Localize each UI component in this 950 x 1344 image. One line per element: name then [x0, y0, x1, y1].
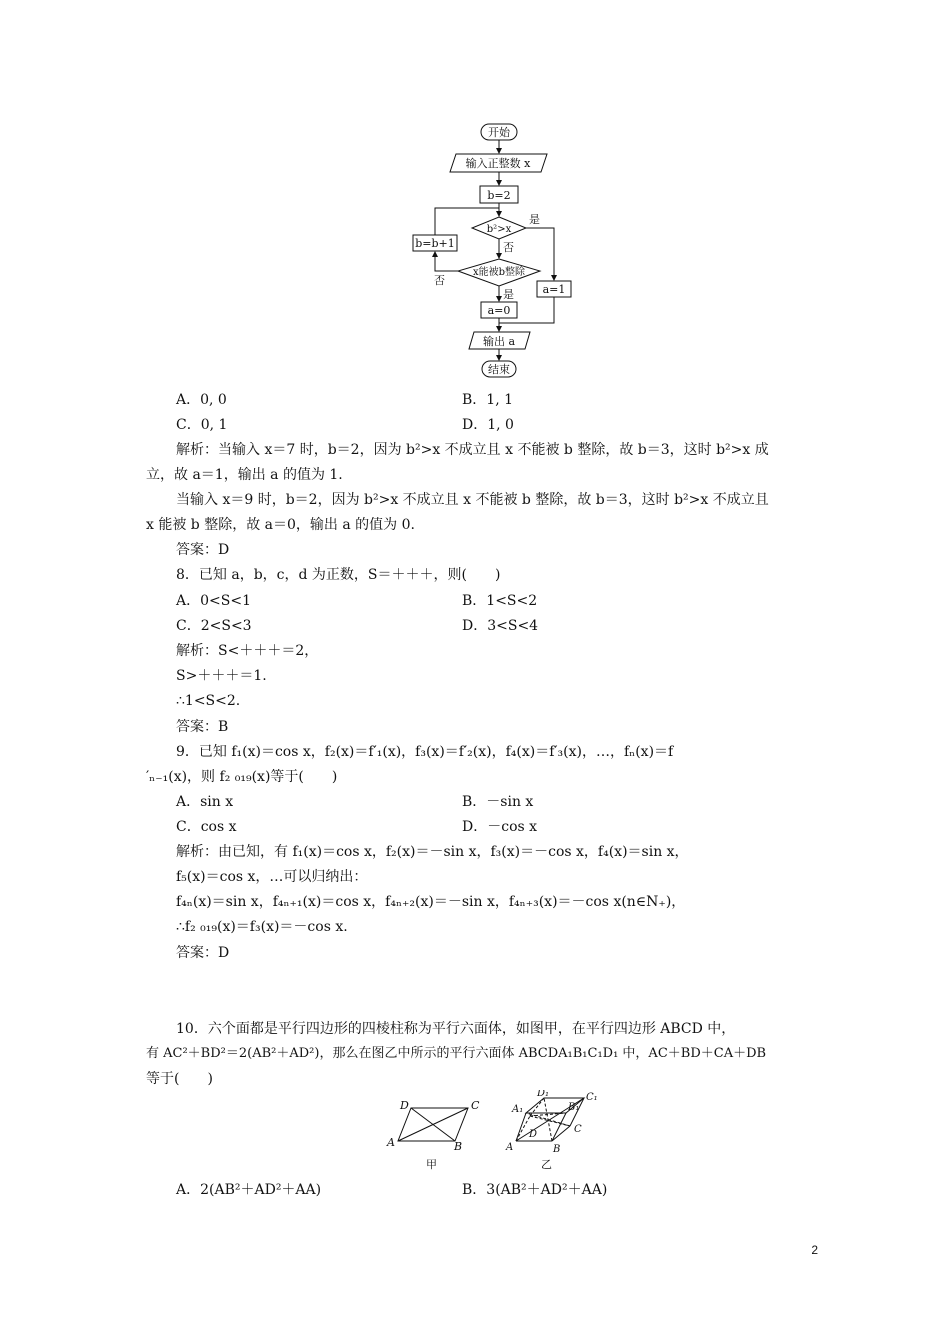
q9-option-c: C．cos x	[176, 819, 237, 835]
q9-answer: 答案：D	[176, 945, 230, 961]
q10-stem: 等于( )	[146, 1071, 213, 1087]
flow-no-1: 否	[503, 241, 514, 254]
q7-option-c: C．0, 1	[176, 417, 228, 433]
flow-start: 开始	[488, 126, 510, 139]
jia-label-b: B	[454, 1140, 463, 1153]
yi-label-d1: D₁	[537, 1090, 550, 1099]
yi-label-a: A	[506, 1142, 514, 1153]
q10-option-a: A．2(AB²＋AD²＋AA)	[176, 1182, 322, 1198]
figure-yi	[500, 1090, 610, 1180]
q9-stem: ′ₙ₋₁(x)，则 f₂ ₀₁₉(x)等于( )	[146, 769, 338, 785]
flow-cond2: x能被b整除	[472, 267, 526, 278]
flow-set-a0: a=0	[487, 304, 511, 317]
q7-analysis-line: 解析：当输入 x＝7 时，b＝2，因为 b²>x 不成立且 x 不能被 b 整除，故 b＝3，这时 b²>x 成	[176, 442, 769, 458]
q8-analysis-line: ∴1<S<2.	[176, 693, 241, 709]
flow-set-a1: a=1	[542, 283, 566, 296]
flow-input: 输入正整数 x	[465, 157, 531, 170]
q9-option-b: B．－sin x	[462, 794, 534, 810]
q7-answer: 答案：D	[176, 542, 230, 558]
q7-analysis-line: 当输入 x＝9 时，b＝2，因为 b²>x 不成立且 x 不能被 b 整除，故 b＝3，这时 b²>x 不成立且	[176, 492, 769, 508]
q8-analysis-line: S>＋＋＋＝1.	[176, 668, 267, 684]
q10-option-b: B．3(AB²＋AD²＋AA)	[462, 1182, 608, 1198]
jia-caption: 甲	[426, 1158, 437, 1171]
jia-label-a: A	[387, 1136, 395, 1149]
q8-analysis-line: 解析：S<＋＋＋＝2，	[176, 643, 319, 659]
q8-option-d: D．3<S<4	[462, 618, 539, 634]
yi-label-b1: B₁	[568, 1102, 580, 1113]
flow-end: 结束	[488, 363, 510, 376]
yi-label-a1: A₁	[512, 1104, 524, 1115]
yi-label-c: C	[574, 1124, 582, 1135]
flow-no-2: 否	[434, 274, 445, 287]
q7-analysis-line: x 能被 b 整除，故 a＝0，输出 a 的值为 0.	[146, 517, 415, 533]
q9-stem: 9．已知 f₁(x)＝cos x，f₂(x)＝f′₁(x)，f₃(x)＝f′₂(x)，f₄(x)＝f′₃(x)，…，fₙ(x)＝f	[176, 744, 674, 760]
flow-yes-1: 是	[529, 213, 540, 226]
q9-option-d: D．－cos x	[462, 819, 538, 835]
flow-yes-2: 是	[503, 288, 514, 301]
q8-option-b: B．1<S<2	[462, 593, 538, 609]
q8-option-c: C．2<S<3	[176, 618, 252, 634]
q7-option-b: B．1, 1	[462, 392, 514, 408]
q7-option-d: D．1, 0	[462, 417, 514, 433]
q8-stem: 8．已知 a，b，c，d 为正数，S＝＋＋＋，则( )	[176, 567, 501, 583]
flowchart	[400, 118, 590, 386]
yi-label-c1: C₁	[586, 1092, 598, 1103]
jia-label-d: D	[400, 1099, 409, 1112]
figure-jia	[380, 1090, 490, 1180]
q9-analysis-line: f₄ₙ(x)＝sin x，f₄ₙ₊₁(x)＝cos x，f₄ₙ₊₂(x)＝－sin x，f₄ₙ₊₃(x)＝－cos x(n∈N₊)，	[176, 894, 686, 910]
yi-label-d: D	[529, 1129, 538, 1140]
q9-analysis-line: f₅(x)＝cos x，…可以归纳出：	[176, 869, 368, 885]
yi-label-b: B	[553, 1144, 561, 1155]
q7-option-a: A．0, 0	[176, 392, 227, 408]
q8-answer: 答案：B	[176, 719, 229, 735]
jia-label-c: C	[471, 1099, 480, 1112]
yi-caption: 乙	[541, 1158, 552, 1171]
q9-option-a: A．sin x	[176, 794, 234, 810]
q9-analysis-line: 解析：由已知，有 f₁(x)＝cos x，f₂(x)＝－sin x，f₃(x)＝－cos x，f₄(x)＝sin x，	[176, 844, 689, 860]
q9-analysis-line: ∴f₂ ₀₁₉(x)＝f₃(x)＝－cos x.	[176, 919, 348, 935]
flow-inc: b=b+1	[415, 237, 455, 250]
q8-option-a: A．0<S<1	[176, 593, 251, 609]
flow-init-b: b=2	[487, 189, 511, 202]
q7-analysis-line: 立，故 a＝1，输出 a 的值为 1.	[146, 467, 343, 483]
flow-output: 输出 a	[482, 335, 516, 348]
page-number: 2	[811, 1243, 818, 1257]
q10-stem: 10．六个面都是平行四边形的四棱柱称为平行六面体，如图甲，在平行四边形 ABCD 中，	[176, 1021, 736, 1037]
q10-stem: 有 AC²＋BD²＝2(AB²＋AD²)，那么在图乙中所示的平行六面体 ABCDA₁B₁C₁D₁ 中，AC＋BD＋CA＋DB	[146, 1046, 767, 1061]
flow-cond1: b²>x	[486, 224, 512, 235]
